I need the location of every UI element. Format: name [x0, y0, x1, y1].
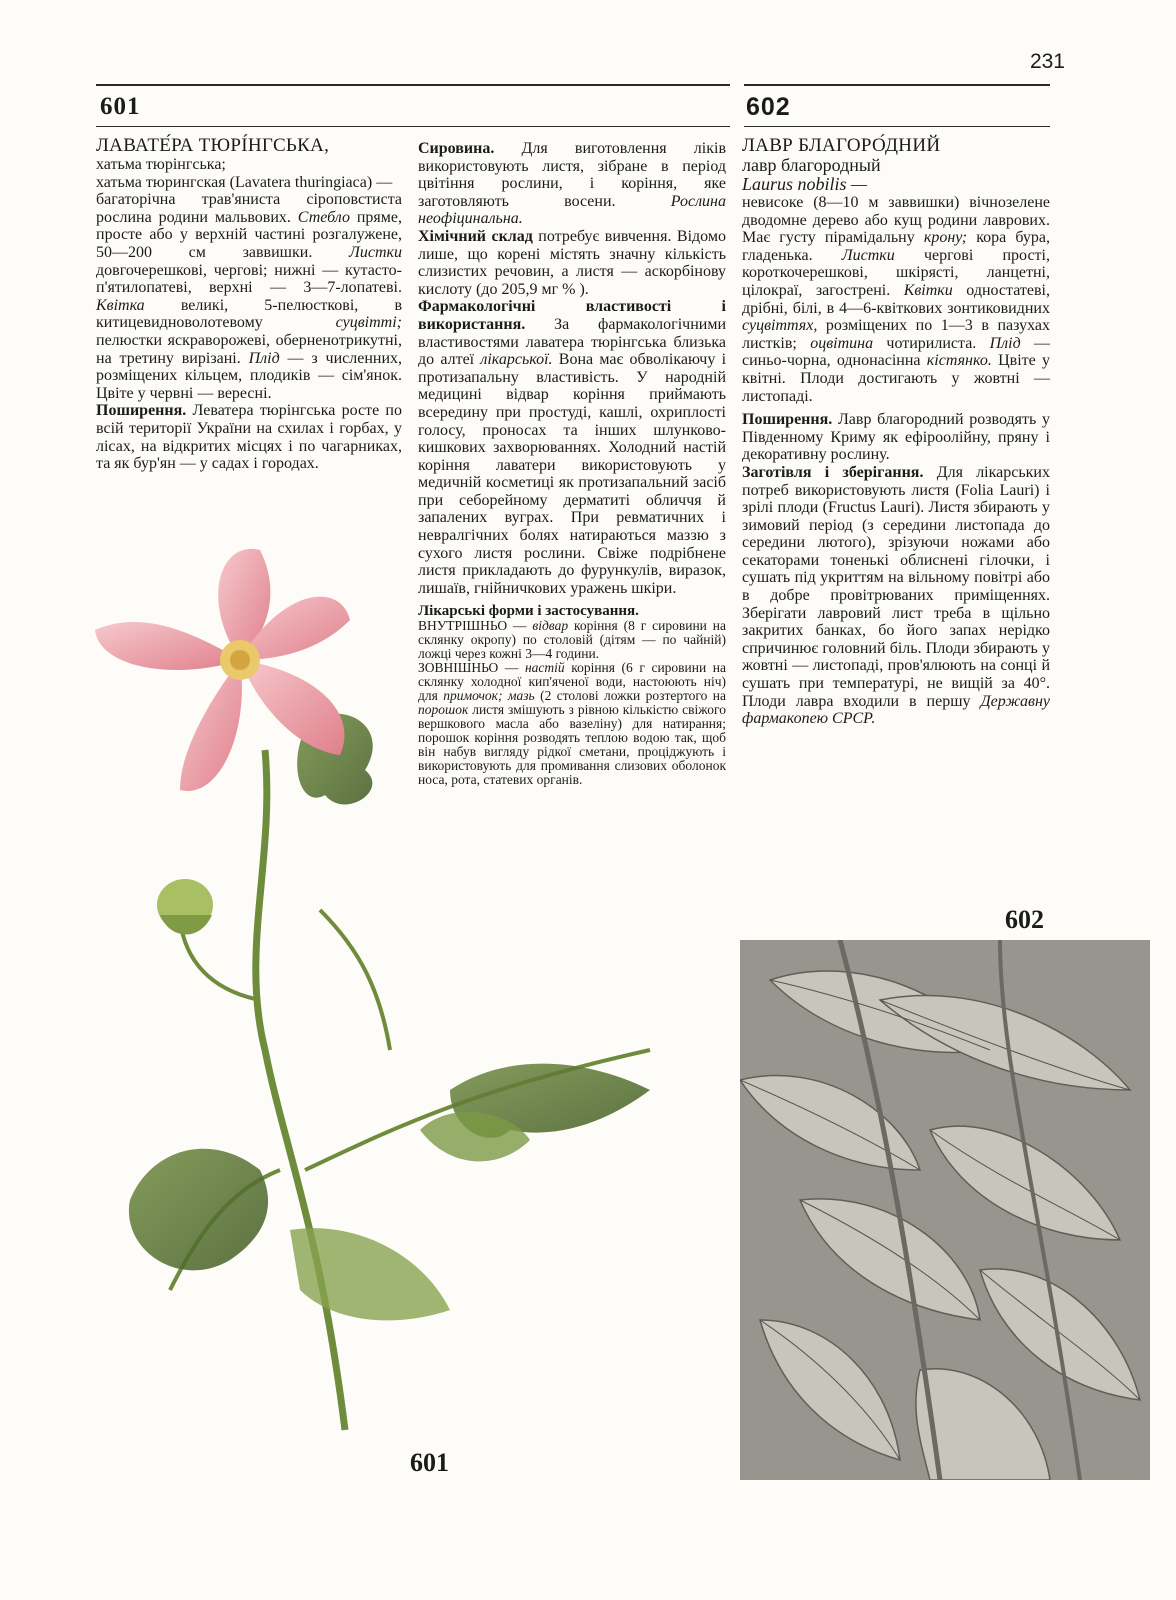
- article-602-distribution: [742, 411, 1050, 464]
- distribution-text-602: Лавр благородний розводять у Південному Криму як ефіроолійну, пряну і декоративну рослину.: [742, 411, 1050, 464]
- article-601-synonym-ru: хатьма тюрингская (Lavatera thuringiaca) —: [96, 173, 393, 191]
- text-run-4: довгочерешкові, чергові; нижні — кутасто-п'ятилопатеві, верхні — 3—7-лопатеві.: [96, 261, 402, 297]
- header-rule-left: [96, 126, 730, 127]
- italic-term-11: Плід: [989, 334, 1021, 352]
- harvest-italic: Державну фармакопею СРСР.: [742, 692, 1050, 728]
- raw-note: Рослина неофіцинальна.: [418, 192, 726, 228]
- article-601-title: ЛАВАТЕ́РА ТЮРІ́НГСЬКА,: [96, 135, 330, 156]
- laurel-photo: [740, 940, 1150, 1480]
- pharm-italic: лікарської.: [480, 351, 553, 369]
- text-run-8: пелюстки яскраворожеві, оберненотрикутні, на третину вирізані.: [96, 331, 402, 367]
- figure-602-label: 602: [1005, 905, 1044, 934]
- harvest-text: Для лікарських потреб використовують листя (Folia Lauri) і зрілі плоди (Fructus Lauri). Листя збирають у зимовий період (з середини листопада до середини лютого), зрізуючи ножами або секаторами тоненькі облиснені гілочки, і сушать під укриттям на вільному повітрі або в добре провітрюваних приміщеннях. Зберігати лавровий лист треба в щільно закритих банках, бо його запах нерідко спричинює головний біль. Плоди збирають у жовтні — листопаді, пров'ялюють на сонці й сушать при температурі, не вищій за 40°. Плоди лавра входили в першу: [742, 463, 1050, 710]
- pharm-label: Фармакологічні властивості і використання.: [418, 298, 726, 333]
- external-text-1: коріння (6 г сировини на склянку холодної кип'яченої води, настоюють ніч) для: [418, 660, 727, 704]
- internal-text: коріння (8 г сировини на склянку окропу) по столовій (дітям — по чайній) ложці через кожні 3—4 години.: [418, 618, 726, 662]
- page-number: 231: [1029, 50, 1065, 73]
- internal-label: ВНУТРІШНЬО —: [418, 618, 527, 634]
- text-run-2: кора бура, гладенька.: [742, 229, 1051, 264]
- header-rule-right: [744, 126, 1050, 127]
- article-601-description: [96, 191, 402, 402]
- external-text-3: листя змішують з рівною кількістю свіжого вершкового масла або вазеліну) для натирання; порошок коріння розводять теплою водою так, щоб він набув вигляду рідкої сметани, проціджують і використовують для промивання слизових оболонок носа, рота, статевих органів.: [418, 702, 726, 788]
- text-run-10: — з численних, розміщених кільцем, плодиків — сім'янок. Цвіте у червні — вересні.: [96, 349, 403, 402]
- top-rule-left: [96, 84, 730, 86]
- article-602-synonym-ru: лавр благородный: [742, 155, 881, 175]
- article-602-description: [742, 194, 1050, 405]
- italic-term-9: оцвітина: [810, 334, 874, 352]
- article-601-synonym-ua: хатьма тюрінгська;: [96, 156, 226, 173]
- article-number-601: 601: [100, 93, 141, 120]
- article-601-raw: [418, 140, 726, 228]
- raw-text: Для виготовлення ліків використовують листя, зібране в період цвітіння рослини, і коріння, яке заготовляють восени.: [418, 140, 726, 210]
- text-run-14: Цвіте у квітні. Плоди достигають у жовтні — листопаді.: [742, 352, 1050, 405]
- distribution-label-602: Поширення.: [742, 411, 833, 429]
- chem-text: потребує вивчення. Відомо лише, що корені містять значну кількість слизистих речовин, а листя — аскорбінову кислоту (до 205,9 мг % ).: [418, 227, 726, 298]
- external-italic-2: примочок; мазь: [443, 688, 535, 704]
- pharm-text-1: За фармакологічними властивостями лаватера тюрінгська близька до алтеї: [418, 315, 726, 369]
- article-602-title: ЛАВР БЛАГОРО́ДНИЙ: [742, 135, 941, 156]
- text-run-12: — синьо-чорна, однонасінна: [742, 334, 1051, 370]
- article-602-latin: Laurus nobilis —: [742, 174, 868, 194]
- italic-term-13: кістянко.: [926, 352, 992, 370]
- text-run-10: чотирилиста.: [873, 334, 990, 352]
- italic-term-1: крону;: [923, 229, 968, 247]
- text-run-0: багаторічна трав'яниста сіроповстиста рослина родини мальвових.: [96, 191, 402, 226]
- text-run-6: одностатеві, дрібні, білі, в 4—6-квіткових зонтиковидних: [742, 281, 1050, 317]
- italic-term-1: Стебло: [297, 208, 350, 226]
- harvest-label: Заготівля і зберігання.: [742, 463, 924, 481]
- external-italic: настій: [518, 660, 565, 676]
- italic-term-5: Квітка: [96, 296, 145, 314]
- italic-term-7: суцвіттях,: [742, 317, 818, 335]
- lavatera-illustration: [90, 530, 690, 1510]
- text-run-8: розміщених по 1—3 в пазухах листків;: [742, 317, 1050, 352]
- italic-term-7: суцвітті;: [335, 314, 402, 332]
- italic-term-9: Плід: [248, 349, 280, 367]
- external-italic-3: порошок: [418, 702, 469, 718]
- raw-label: Сировина.: [418, 140, 495, 157]
- forms-label: Лікарські форми і застосування.: [418, 603, 639, 620]
- article-602-column: [742, 135, 1050, 728]
- pharm-text-2: Вона має обволікаючу і протизапальну властивість. У народній медицині відвар коріння приймають всередину при простуді, кашлі, охриплості голосу, проносах та інших шлунково-кишкових захворюваннях. Холодний настій коріння лаватери використовують у медичній косметиці як протизапальний засіб при себорейному дерматиті обличчя й запалених вуграх. При ревматичних і невралгічних болях натираються маззю з сухого листя рослини. Свіже подрібнене листя прикладають до фурункулів, виразок, лишаїв, гнійничкових уражень шкіри.: [418, 351, 727, 597]
- internal-italic: відвар: [526, 618, 569, 634]
- article-601-chem: [418, 228, 726, 298]
- chem-label: Хімічний склад: [418, 227, 533, 245]
- italic-term-3: Листки: [349, 243, 402, 261]
- distribution-text: Леватера тюрінгська росте по всій території України на схилах і горбах, у лісах, на відкритих місцях і по чагарниках, та як бур'ян — у садах і городах.: [96, 402, 402, 473]
- figure-601-label: 601: [410, 1448, 449, 1477]
- distribution-label: Поширення.: [96, 402, 187, 420]
- italic-term-5: Квітки: [903, 281, 953, 299]
- text-run-6: великі, 5-пелюсткові, в китицевидноволотевому: [96, 296, 402, 332]
- article-number-602: 602: [746, 93, 791, 121]
- article-601-distribution: [96, 402, 402, 472]
- text-run-2: пряме, просте або у верхній частині розгалужене, 50—200 см заввишки.: [96, 208, 402, 261]
- article-601-column-1: [96, 135, 402, 473]
- external-text-2: (2 столові ложки розтертого на: [534, 688, 726, 704]
- article-602-harvest: [742, 464, 1050, 728]
- italic-term-3: Листки: [841, 246, 895, 264]
- top-rule-right: [744, 84, 1050, 86]
- external-label: ЗОВНІШНЬО —: [418, 660, 519, 676]
- text-run-4: чергові прості, короткочерешкові, шкірясті, ланцетні, цілокраї, загострені.: [742, 246, 1050, 299]
- text-run-0: невисоке (8—10 м заввишки) вічнозелене дводомне дерево або кущ родини лаврових. Має густу пірамідальну: [742, 194, 1050, 247]
